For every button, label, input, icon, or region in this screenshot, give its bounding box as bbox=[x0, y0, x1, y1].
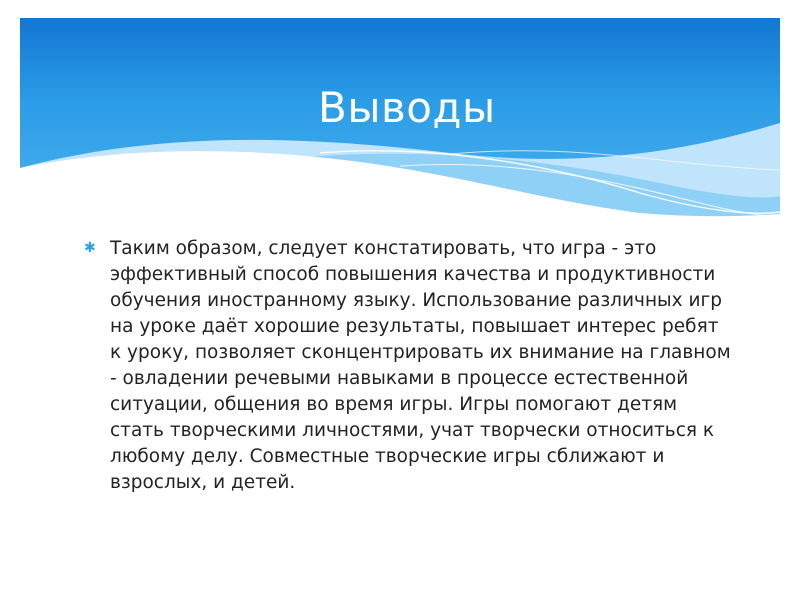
bullet-text: Таким образом, следует констатировать, что игра - это эффективный способ повышения качества и продуктивности обучения иностранному языку. Использование различных игр на уроке даёт хорошие результаты, повышает интерес ребят к уроку, позволяет сконцентрировать их внимание на главном - овладении речевыми навыками в процессе естественной ситуации, общения во время игры. Игры помогают детям стать творческими личностями, учат творчески относиться к любому делу. Совместные творческие игры сближают и взрослых, и детей. bbox=[110, 238, 731, 493]
asterisk-bullet-icon: ✱ bbox=[84, 240, 96, 256]
slide-title: Выводы bbox=[318, 83, 496, 132]
bullet-item bbox=[84, 236, 734, 496]
content-area bbox=[84, 236, 734, 496]
header-banner bbox=[20, 18, 780, 218]
